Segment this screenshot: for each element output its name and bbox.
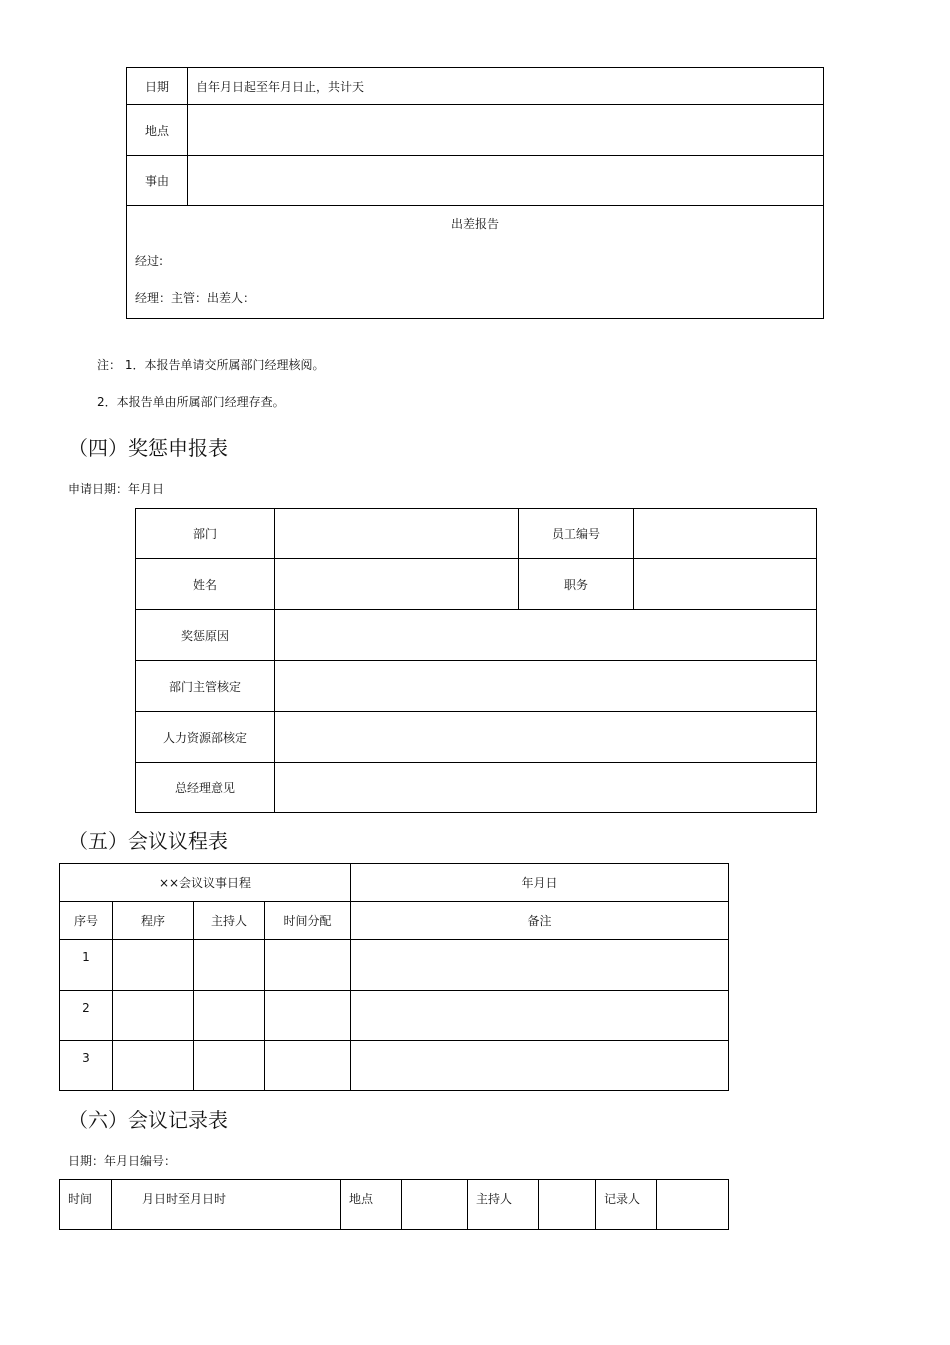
section4-apply-date: 申请日期：年月日 <box>68 482 165 496</box>
reward-gm-cell[interactable] <box>275 763 817 813</box>
agenda-cell[interactable] <box>113 940 194 991</box>
section5-title: （五）会议议程表 <box>68 829 228 853</box>
reward-table <box>135 508 817 813</box>
minutes-time-label: 时间 <box>60 1180 112 1230</box>
trip-process-label: 经过: <box>135 254 164 268</box>
reward-dept-approve-cell[interactable] <box>275 661 817 712</box>
agenda-row-no: 1 <box>60 940 113 991</box>
minutes-recorder-label: 记录人 <box>596 1180 657 1230</box>
agenda-cell[interactable] <box>194 991 265 1041</box>
reward-position-label: 职务 <box>519 559 634 610</box>
trip-place-label: 地点 <box>127 105 188 156</box>
trip-reason-label: 事由 <box>127 156 188 206</box>
agenda-col-time: 时间分配 <box>265 902 351 940</box>
reward-empno-label: 员工编号 <box>519 509 634 559</box>
minutes-host-label: 主持人 <box>468 1180 539 1230</box>
minutes-place-label: 地点 <box>341 1180 402 1230</box>
agenda-cell[interactable] <box>351 991 729 1041</box>
trip-table <box>126 67 824 319</box>
minutes-table <box>59 1179 729 1230</box>
reward-gm-label: 总经理意见 <box>136 763 275 813</box>
minutes-time-value: 月日时至月日时 <box>112 1180 341 1230</box>
trip-sign-line: 经理：主管：出差人： <box>135 291 256 305</box>
trip-date-label: 日期 <box>127 68 188 105</box>
reward-hr-approve-cell[interactable] <box>275 712 817 763</box>
agenda-cell[interactable] <box>194 940 265 991</box>
agenda-table <box>59 863 729 1091</box>
section6-date-line: 日期：年月日编号： <box>68 1154 177 1168</box>
agenda-cell[interactable] <box>351 1041 729 1091</box>
agenda-title: ××会议议事日程 <box>60 864 351 902</box>
table-row <box>60 991 729 1041</box>
agenda-cell[interactable] <box>265 991 351 1041</box>
trip-place-cell[interactable] <box>188 105 824 156</box>
trip-date-value: 自年月日起至年月日止，共计天 <box>188 68 824 105</box>
agenda-col-note: 备注 <box>351 902 729 940</box>
section6-title: （六）会议记录表 <box>68 1108 228 1132</box>
agenda-cell[interactable] <box>194 1041 265 1091</box>
trip-reason-cell[interactable] <box>188 156 824 206</box>
reward-dept-cell[interactable] <box>275 509 519 559</box>
agenda-cell[interactable] <box>351 940 729 991</box>
agenda-col-program: 程序 <box>113 902 194 940</box>
agenda-cell[interactable] <box>113 1041 194 1091</box>
agenda-cell[interactable] <box>265 1041 351 1091</box>
agenda-row-no: 2 <box>60 991 113 1041</box>
trip-report-title: 出差报告 <box>450 217 499 231</box>
agenda-col-no: 序号 <box>60 902 113 940</box>
reward-dept-approve-label: 部门主管核定 <box>136 661 275 712</box>
agenda-cell[interactable] <box>265 940 351 991</box>
agenda-row-no: 3 <box>60 1041 113 1091</box>
note-1: 注： 1．本报告单请交所属部门经理核阅。 <box>97 358 325 372</box>
minutes-recorder-cell[interactable] <box>657 1180 729 1230</box>
agenda-col-host: 主持人 <box>194 902 265 940</box>
minutes-place-cell[interactable] <box>402 1180 468 1230</box>
agenda-date: 年月日 <box>351 864 729 902</box>
reward-name-label: 姓名 <box>136 559 275 610</box>
note-2: 2．本报告单由所属部门经理存查。 <box>97 395 285 409</box>
reward-empno-cell[interactable] <box>634 509 817 559</box>
section4-title: （四）奖惩申报表 <box>68 436 228 460</box>
reward-dept-label: 部门 <box>136 509 275 559</box>
reward-reason-cell[interactable] <box>275 610 817 661</box>
reward-name-cell[interactable] <box>275 559 519 610</box>
minutes-host-cell[interactable] <box>539 1180 596 1230</box>
reward-position-cell[interactable] <box>634 559 817 610</box>
trip-report-cell <box>127 206 824 319</box>
reward-reason-label: 奖惩原因 <box>136 610 275 661</box>
table-row <box>60 940 729 991</box>
agenda-cell[interactable] <box>113 991 194 1041</box>
reward-hr-approve-label: 人力资源部核定 <box>136 712 275 763</box>
table-row <box>60 1041 729 1091</box>
